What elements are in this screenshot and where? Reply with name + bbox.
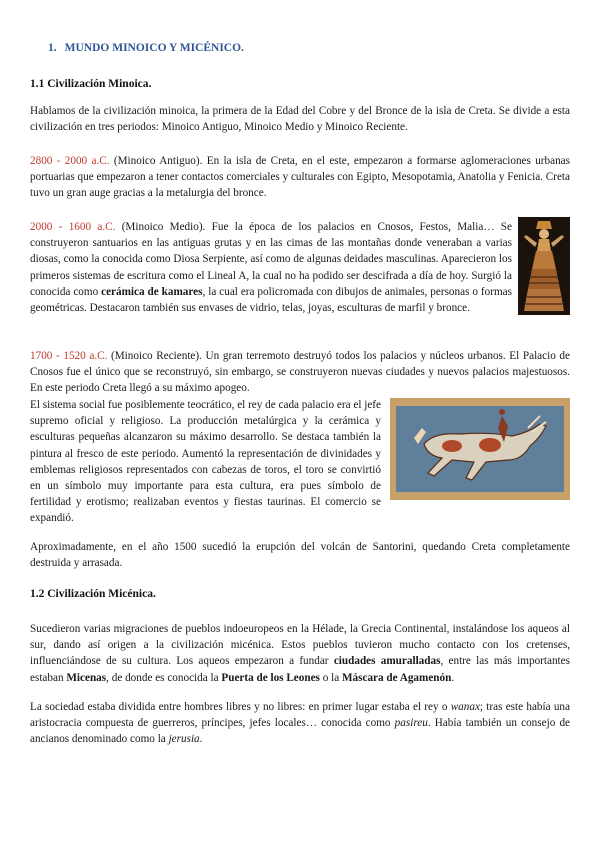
medio-text-2: , la cual era policromada con dibujos de animales, personas o formas geométricas. Destacaron también sus envases de vidrio, telas, joyas, esculturas de marfil y bronce. <box>30 285 512 315</box>
paragraph-minoico-medio <box>30 219 512 316</box>
date-minoico-medio: 2000 - 1600 a.C. <box>30 221 116 233</box>
sociedad-text-4: . <box>199 733 203 746</box>
snake-goddess-statue-image <box>518 217 570 315</box>
bull-leaping-fresco-image <box>390 398 570 500</box>
paragraph-sociedad-micenica <box>30 699 570 748</box>
pasireu-italic: pasireu <box>394 717 428 730</box>
jerusia-italic: jerusia <box>168 733 200 746</box>
paragraph-intro <box>30 103 570 135</box>
puerta-leones-bold: Puerta de los Leones <box>221 671 320 684</box>
title-text: MUNDO MINOICO Y MICÉNICO. <box>64 42 244 54</box>
date-minoico-reciente: 1700 - 1520 a.C. <box>30 350 108 362</box>
sociedad-text-3: . Había también un consejo de ancianos denominado como la <box>30 717 570 746</box>
micenica-text-1: Sucedieron varias migraciones de pueblos indoeuropeos en la Hélade, la Grecia Continental, instalándose los aqueos al sur, dando así origen a la civilización micénica. Estos pueblos tuvieron mucho contacto con los cretenses, influenciándose de su cultura. Los aqueos empezaron a fundar <box>30 623 570 668</box>
paragraph-minoico-antiguo <box>30 153 570 202</box>
santorini-text: Aproximadamente, en el año 1500 sucedió la erupción del volcán de Santorini, quedando Creta completamente destruida y arrasada. <box>30 541 570 570</box>
intro-text: Hablamos de la civilización minoica, la primera de la Edad del Cobre y del Bronce de la isla de Creta. Se divide a esta civilización en tres periodos: Minoico Antiguo, Minoico Medio y Minoico Reciente. <box>30 105 570 134</box>
paragraph-santorini <box>30 539 570 571</box>
medio-text-1: (Minoico Medio). Fue la época de los palacios en Cnosos, Festos, Malia… Se construyeron santuarios en las antiguas grutas y en las cimas de las montañas donde veneraban a varias diosas, como la conocida como Diosa Serpiente, así como de algunas deidades masculinas. Aparecieron los primeros sistemas de escritura como el Lineal A, la cual no ha podido ser descifrada a día de hoy. Surgió la conocida como <box>30 221 512 298</box>
sociedad-text-1: La sociedad estaba dividida entre hombres libres y no libres: en primer lugar estaba el rey o <box>30 701 451 713</box>
paragraph-sistema-social <box>30 397 381 527</box>
sociedad-text-2: ; tras este había una aristocracia compuesta de guerreros, príncipes, jefes locales… conocida como <box>30 701 570 730</box>
ceramica-kamares-bold: cerámica de kamares <box>101 285 203 298</box>
section-heading-minoica: 1.1 Civilización Minoica. <box>30 78 152 90</box>
micenica-text-5: . <box>451 671 455 684</box>
micenica-text-3: , de donde es conocida la <box>106 671 222 684</box>
paragraph-micenica-origen <box>30 621 570 686</box>
ciudades-amuralladas-bold: ciudades amuralladas <box>333 655 441 668</box>
antiguo-text: (Minoico Antiguo). En la isla de Creta, en el este, empezaron a formarse aglomeraciones urbanas portuarias que empezaron a tener contactos comerciales y culturales con Egipto, Mesopotamia, Anatolia y Fenicia. Creta tuvo un gran auge gracias a la metalurgia del bronce. <box>30 155 570 200</box>
date-minoico-antiguo: 2800 - 2000 a.C. <box>30 155 110 167</box>
micenica-text-4: o la <box>319 671 342 684</box>
sistema-social-text: El sistema social fue posiblemente teocrático, el rey de cada palacio era el jefe supremo oficial y religioso. La producción metalúrgica y la cerámica y esculturas pequeñas alcanzaron su máximo desarrollo. Se destaca también la pintura al fresco de este periodo. Aumentó la representación de divinidades y emblemas religiosos representados con cabezas de toros, el toro se convirtió en un símbolo muy importante para esta cultura, era pues símbolo de fertilidad y erotismo; realizaban eventos y fiestas taurinas. El comercio se expandió. <box>30 399 381 525</box>
paragraph-minoico-reciente <box>30 348 570 397</box>
section-heading-micenica: 1.2 Civilización Micénica. <box>30 588 156 600</box>
snake-goddess-figure <box>518 217 570 315</box>
page-title <box>48 42 244 54</box>
reciente-text: (Minoico Reciente). Un gran terremoto destruyó todos los palacios y núcleos urbanos. El Palacio de Cnosos fue el único que se reconstruyó, sin embargo, se construyeron nuevas ciudades y nuevos palacios majestuosos. En este periodo Creta llegó a su máximo apogeo. <box>30 350 570 395</box>
wanax-italic: wanax <box>450 701 480 713</box>
title-number: 1. <box>48 42 57 54</box>
mascara-agamenon-bold: Máscara de Agamenón <box>341 671 452 684</box>
bull-fresco-figure <box>390 398 570 500</box>
micenas-bold: Micenas <box>66 671 107 684</box>
micenica-text-2: , entre las más importantes estaban <box>30 655 570 684</box>
